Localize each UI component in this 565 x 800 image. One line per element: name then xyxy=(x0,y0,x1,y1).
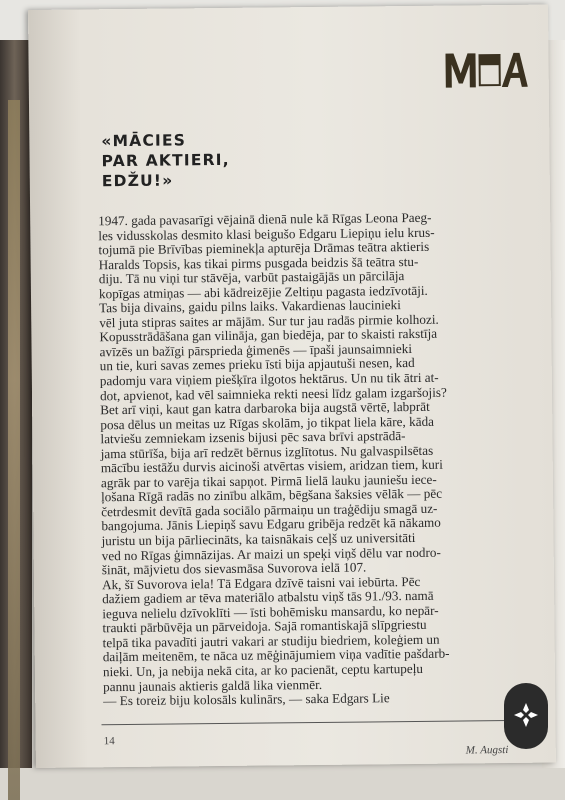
body-line: juristu un bija pārliecināts, ka taisnākais ceļš uz universitāti xyxy=(101,530,416,549)
body-line: četrdesmit devītā gada sociālo pārmaiņu un traģēdiju smagā uz- xyxy=(101,500,438,520)
body-line: ieguva nelielu dzīvoklīti — īsti bohēmisku mansardu, ko nepār- xyxy=(102,602,439,622)
body-line: avīzēs un bažīgi pārsprieda ģimenēs — īpaši jaunsaimnieki xyxy=(99,340,413,360)
body-line: daiļām meitenēm, te nāca uz mēģinājumiem viņa vadītie pašdarb- xyxy=(102,646,450,665)
spine-strip xyxy=(8,100,20,800)
body-line: jama stūrīša, bija arī redzēt bērnus izglītotus. Nu galvaspilsētas xyxy=(100,442,434,462)
headline-line-2: PAR AKTIERI, xyxy=(101,150,230,171)
body-line: ved no Rīgas ģimnāzijas. Ar maizi un speķi viņš dēlu var nodro- xyxy=(101,544,441,563)
body-line: vēl juta stipras saites ar mājām. Sur tur jau radās pirmie kolhozi. xyxy=(99,311,439,331)
body-line: Ak, šī Suvorova iela! Tā Edgara dzīvē taisni vai iebūrta. Pēc xyxy=(101,573,421,592)
moa-logo-graphic xyxy=(443,47,527,92)
body-line: kopīgas atmiņas — abi kādreizējie Zeltiņu pagasta iedzīvotāji. xyxy=(98,282,428,302)
body-line: diju. Tā nu viņi tur stāvēja, varbūt pastaigājās un pārcilāja xyxy=(98,268,405,287)
body-line: ļošana Rīgā radās no zinību alkām, bēgšana šaksies vēlāk — pēc xyxy=(101,486,443,505)
body-line: latviešu zemniekam izsenis bijusi pēc sava brīvi apstrādā- xyxy=(100,428,406,447)
body-line: bangojuma. Jānis Liepiņš savu Edgaru gribēja redzēt kā nākamo xyxy=(101,515,441,534)
headline-line-1: «MĀCIES xyxy=(101,131,187,151)
body-line: Bet arī viņi, kaut gan katra darbaroka bija augstā vērtē, labprāt xyxy=(100,398,430,418)
body-line: agrāk par to varēja tikai sapņot. Pirmā lielā lauku jauniešu iece- xyxy=(100,471,437,491)
book-spine xyxy=(0,40,32,768)
body-line: Tas bija divains, gaidu pilns laiks. Vakardienas laucinieki xyxy=(99,297,401,316)
body-line: telpā tika pavadīti jautri vakari ar studiju biedriem, koleģiem un xyxy=(102,631,440,651)
body-line: traukti pārbūvēja un pārveidoja. Sajā romantiskajā slīpgriestu xyxy=(102,617,427,636)
body-line: — Es toreiz biju kolosāls kulinārs, — saka Edgars Lie xyxy=(103,690,390,709)
body-line: mācību iestāžu durvis aicinoši atvērtas visiem, aridzan tiem, kuri xyxy=(100,456,443,476)
footer-rule xyxy=(101,720,541,726)
flower-icon xyxy=(512,701,540,729)
body-line: posa dēlus un meitas uz Rīgas skolām, jo tikpat liela kāre, kāda xyxy=(100,413,435,432)
moa-logo xyxy=(443,47,527,92)
body-line: tojumā pie Brīvības pieminekļa apturēja Drāmas teātra aktieris xyxy=(98,238,430,258)
body-line: dot, apvienot, kad vēl saimnieka rekti neesi līdz galam izgaršojis? xyxy=(99,384,447,403)
page-number: 14 xyxy=(103,735,115,748)
body-line: Kopusstrādāšana gan vilināja, gan biedēja, par to skaisti rakstīja xyxy=(99,326,438,345)
body-line: dažiem gadiem ar tēva materiālo atbalstu viņš tās 91./93. namā xyxy=(102,588,434,607)
body-line: pannu jaunais aktieris galdā lika vienmēr. xyxy=(103,676,323,694)
article-body xyxy=(98,210,558,709)
body-line: padomju vara viņiem piešķīra ilgotos hektārus. Un nu tik ātri at- xyxy=(99,369,439,389)
body-line: šināt, mājvietu dos sievasmāsa Suvorova ielā 107. xyxy=(101,559,367,578)
running-author: M. Augsti xyxy=(465,744,509,757)
body-line: les vidusskolas desmito klasi beigušo Edgaru Liepiņu ielu krus- xyxy=(98,224,435,243)
article-headline xyxy=(101,129,322,191)
book-page xyxy=(28,5,556,768)
body-line: Haralds Topsis, kas tikai pirms pusgada beidzis šā teātra stu- xyxy=(98,253,419,272)
headline-line-3: EDŽU!» xyxy=(101,171,174,191)
app-badge[interactable] xyxy=(504,683,548,749)
body-line: un tie, kuri savas zemes prieku īsti bija apjautuši nesen, kad xyxy=(99,355,415,374)
body-line: nieki. Un, ja nebija nekā cita, ar ko pacienāt, ceptu kartupeļu xyxy=(102,660,424,680)
body-line: 1947. gada pavasarīgi vējainā dienā nule kā Rīgas Leona Paeg- xyxy=(98,209,432,229)
